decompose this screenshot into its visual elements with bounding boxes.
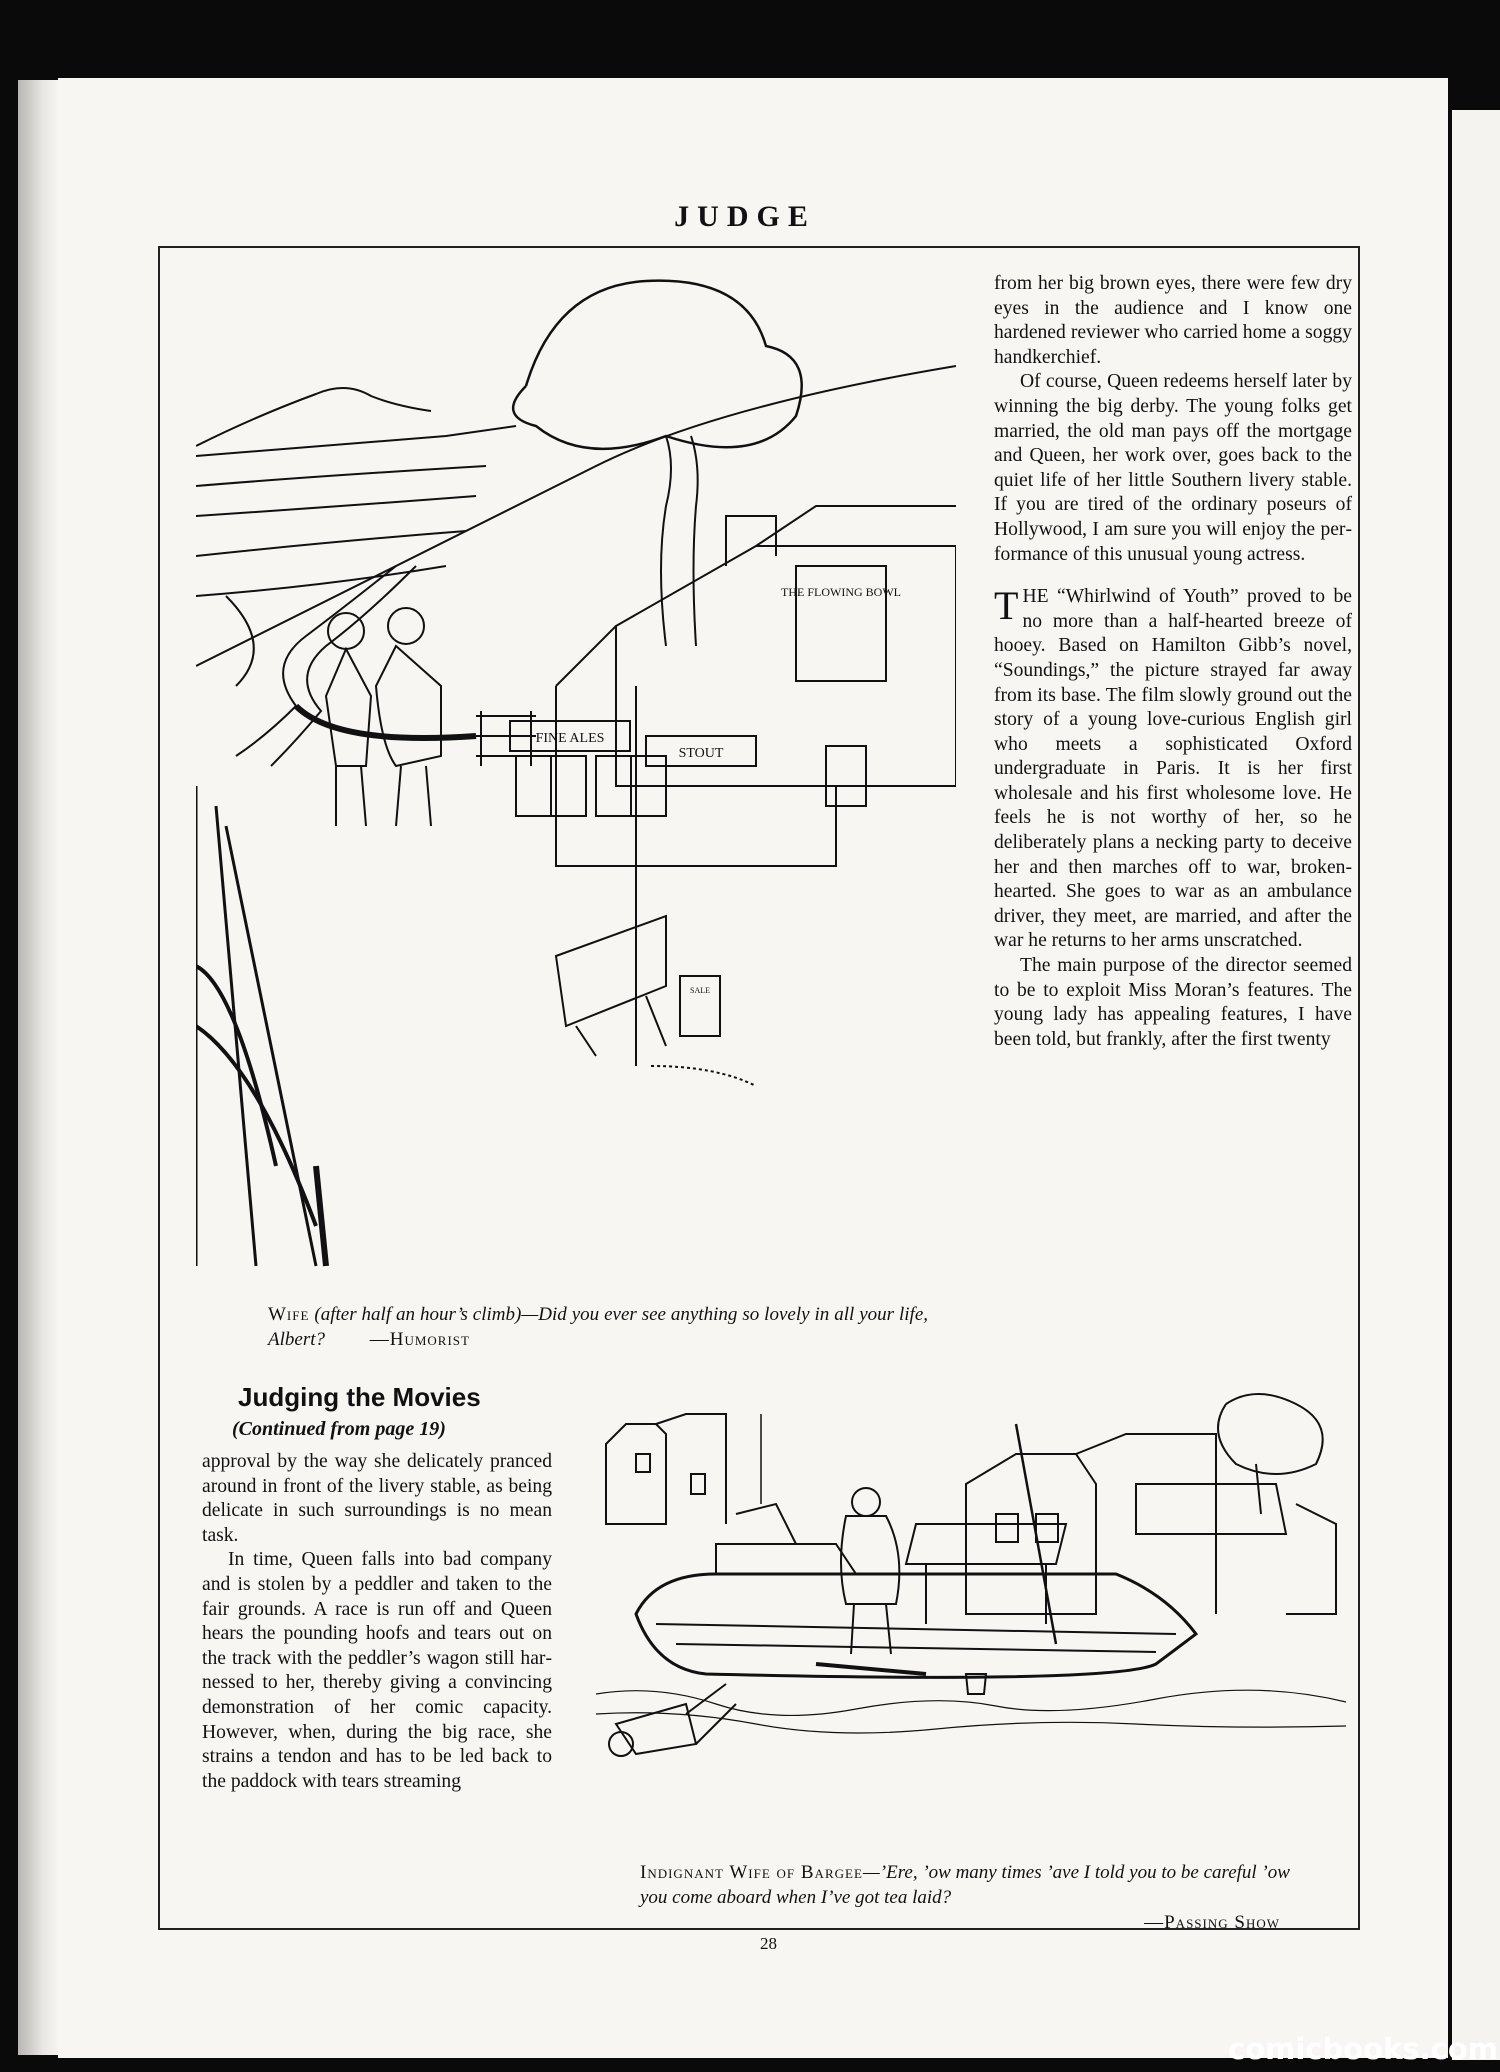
sign-stout-text: STOUT [678,746,724,761]
small-caps-lead: HE [1022,586,1049,608]
sign-flowing-bowl-text: THE FLOWING BOWL [781,585,901,599]
paragraph: The main purpose of the director seemed to be to exploit Miss Moran’s features. The young lady has appealing features, I have been told, but frankly, after the first twenty [994,955,1352,1050]
facing-page-edge [1452,110,1500,2060]
right-article-column [994,272,1352,1052]
paragraph-whirlwind [994,585,1352,954]
site-watermark: comicbooks.com [1228,2032,1498,2066]
paragraph-body: “Whirlwind of Youth” proved to be no more than a half-hearted breeze of hooey. Based on Hamilton Gibb’s novel, “Soundings,” the picture strayed far away from its base. The film slowly ground out the story of a young love-curious English girl who meets a sophisticated Oxford undergraduate in Paris. It is her first wholesale and his first wholesome love. He feels he is not worthy of her, so he deliberately plans a necking party to deceive her and then marches off to war, broken-hearted. She goes to war as an ambulance driver, they meet, are married, and after the war he returns to her arms unscratched. [994,586,1352,952]
continued-note: (Continued from page 19) [232,1418,446,1440]
sign-sale-text: SALE [690,986,710,995]
top-cartoon-caption [268,1302,928,1352]
paragraph: In time, Queen falls into bad company and is stolen by a peddler and taken to the fair grounds. A race is run off and Queen hears the pounding hoofs and tears out on the track with the peddler’s wagon still harnessed to her, thereby giving a convincing demonstration of her comic capacity. However, when, during the big race, she strains a tendon and has to be led back to the paddock with tears streaming [202,1549,552,1792]
masthead: JUDGE [674,200,816,233]
page-number: 28 [760,1934,777,1953]
sign-fine-ales-text: FINE ALES [535,731,605,746]
book-spine [18,80,60,2055]
caption-dialogue: —’Ere, ’ow many times ’ave I told you to be careful ’ow you come aboard when I’ve got tea laid? [640,1862,1290,1908]
paragraph: from her big brown eyes, there were few dry eyes in the audience and I know one hardened reviewer who carried home a soggy handkerchief. [994,273,1352,368]
caption-source: —Humorist [369,1329,470,1350]
paragraph: approval by the way she delicately pranced around in front of the livery stable, as being delicate in such surroundings is no mean task. [202,1451,552,1546]
caption-direction: (after half an hour’s climb) [314,1304,522,1325]
caption-dialogue: —Did you ever see anything so lovely in all your life, Albert? [268,1304,929,1350]
left-article-column [202,1450,552,1794]
pub-cartoon-illustration [196,266,956,1286]
article-heading: Judging the Movies [238,1382,481,1412]
caption-speaker: Indignant Wife of Bargee [640,1862,863,1883]
paragraph: Of course, Queen redeems herself later by winning the big derby. The young folks get married, the old man pays off the mortgage and Queen, her work over, goes back to the quiet life of her little Southern livery stable. If you are tired of the ordinary poseurs of Hollywood, I am sure you will enjoy the performance of this unusual young actress. [994,371,1352,565]
barge-cartoon-illustration [596,1384,1346,1824]
caption-speaker: Wife [268,1304,310,1325]
caption-source: —Passing Show [1144,1912,1280,1933]
bottom-cartoon-caption [640,1860,1320,1935]
drop-cap: T [994,583,1019,629]
